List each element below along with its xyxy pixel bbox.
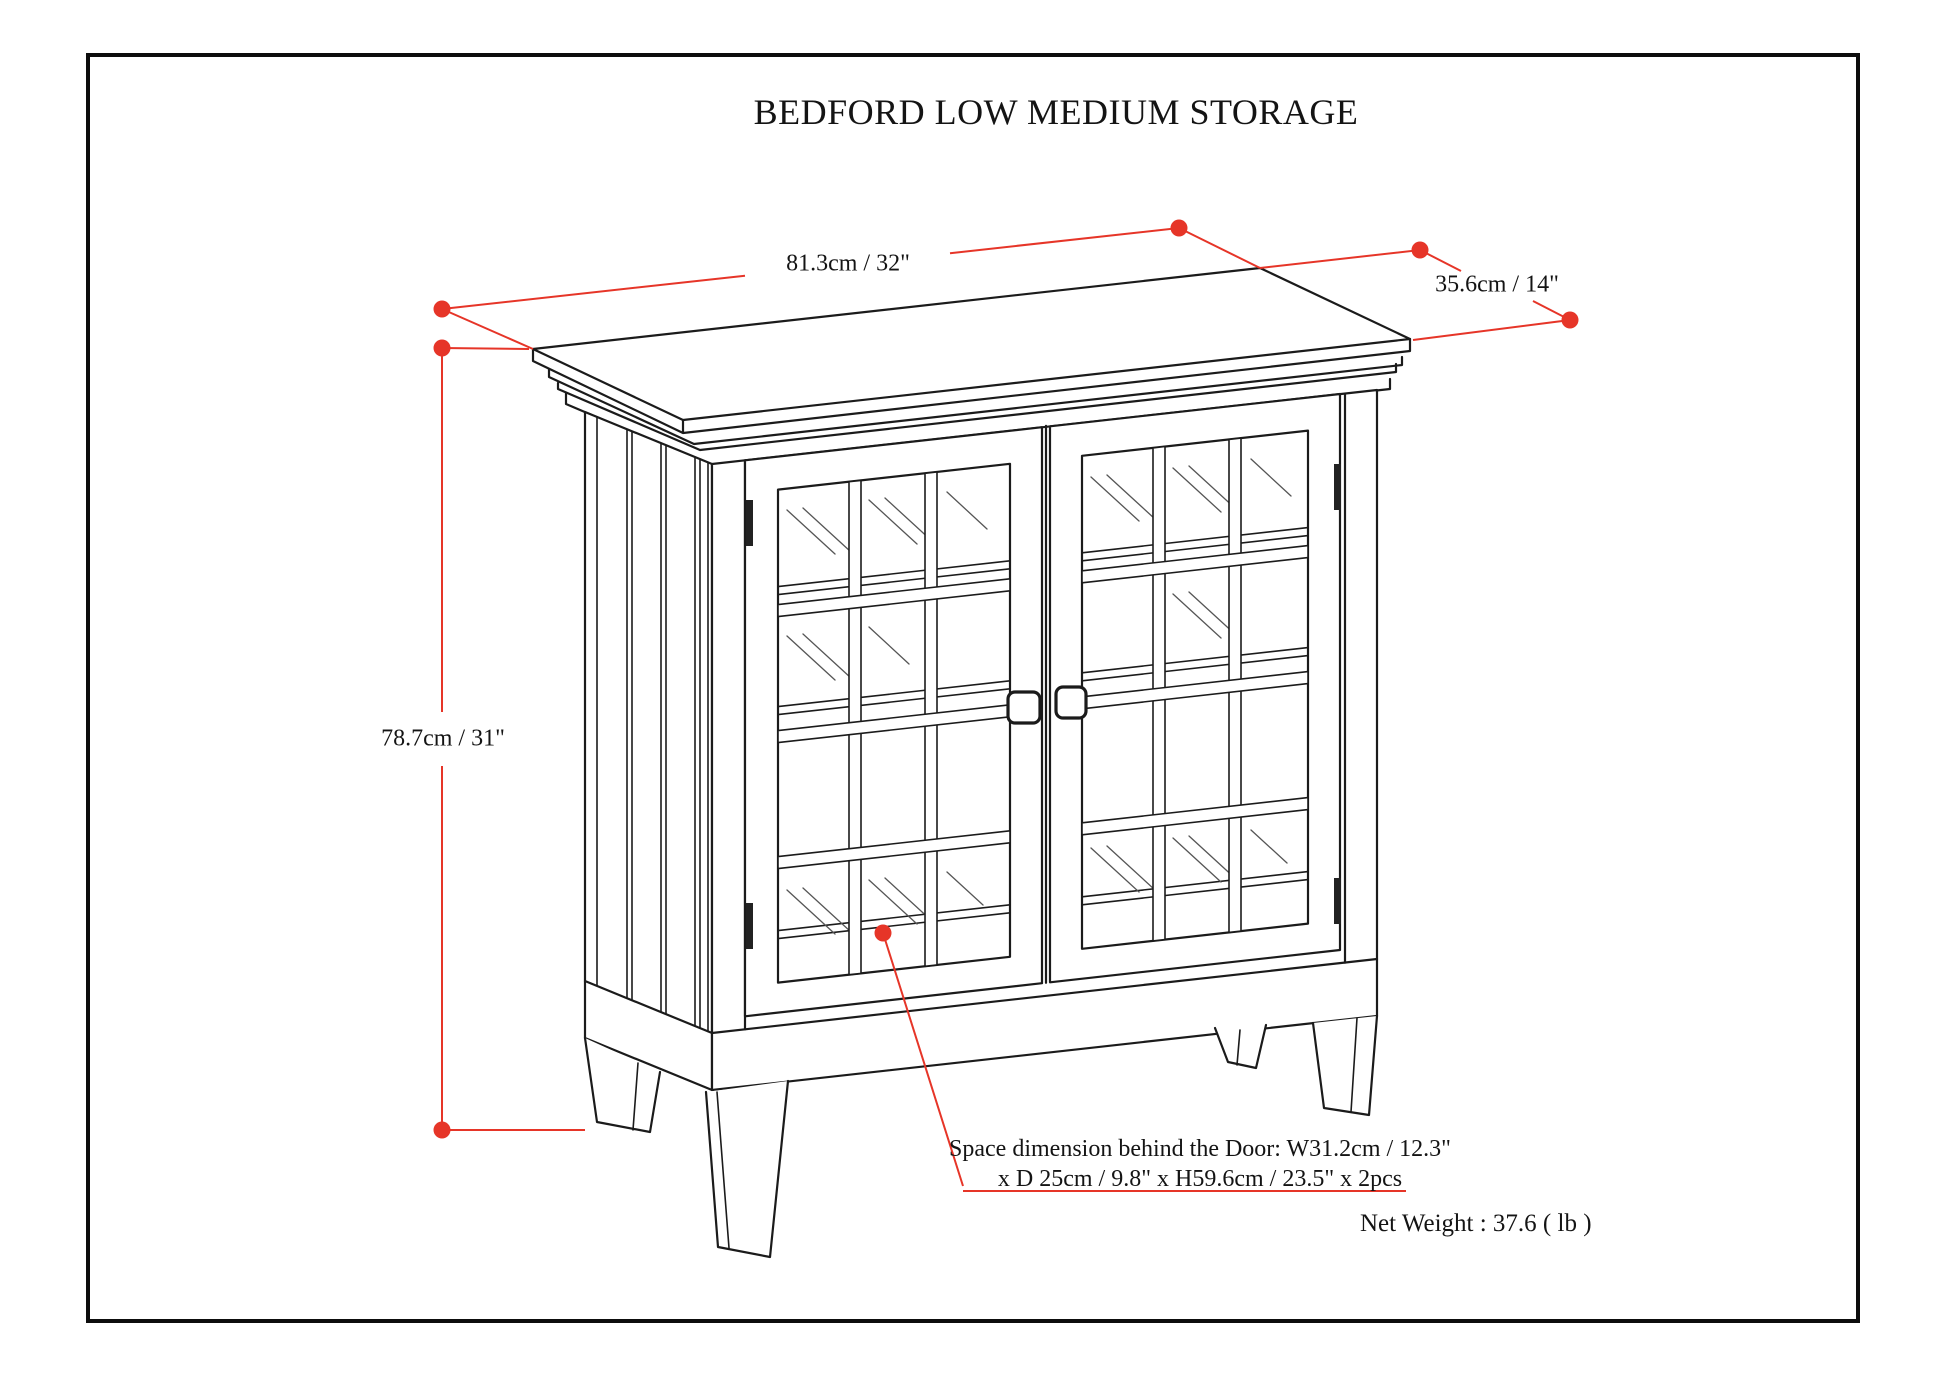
page-title: BEDFORD LOW MEDIUM STORAGE	[753, 92, 1359, 132]
left-door	[745, 427, 1042, 1016]
width-dimension-label: 81.3cm / 32"	[786, 250, 910, 277]
right-door	[1050, 394, 1340, 982]
cabinet-drawing	[533, 268, 1410, 1257]
depth-dimension-label: 35.6cm / 14"	[1435, 271, 1559, 298]
net-weight-label: Net Weight : 37.6 ( lb )	[1360, 1210, 1592, 1237]
interior-space-note-line1: Space dimension behind the Door: W31.2cm / 12.3"	[949, 1136, 1451, 1162]
interior-space-note-line2: x D 25cm / 9.8" x H59.6cm / 23.5" x 2pcs	[997, 1166, 1403, 1192]
interior-space-note	[949, 1134, 1451, 1194]
height-dimension-label: 78.7cm / 31"	[381, 725, 505, 752]
